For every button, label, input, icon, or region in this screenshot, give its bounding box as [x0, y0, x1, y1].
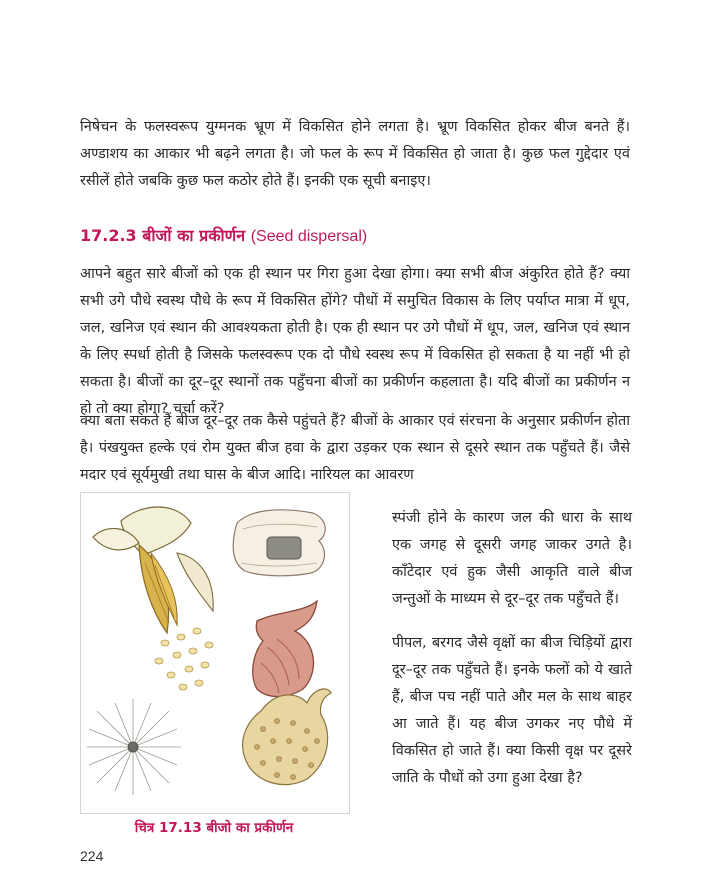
paragraph-fertilization: निषेचन के फलस्वरूप युग्मनक भ्रूण में विकसित होने लगता है। भ्रूण विकसित होकर बीज बनते हैं। अण्डाशय का आकार भी बढ़ने लगता है। जो फल के रूप में विकसित हो जाता है। कुछ फल गुद्देदार एवं रसीलें होते जबकि कुछ फल कठोर होते हैं। इनकी एक सूची बनाइए।: [80, 119, 630, 189]
paragraph-bird-dispersal: पीपल, बरगद जैसे वृक्षों का बीज चिड़ियों द्वारा दूर–दूर तक पहुँचते हैं। इनके फलों को ये खाते हैं, बीज पच नहीं पाते और मल के साथ बाहर आ जाते हैं। यह बीज उगकर नए पौधे में विकसित हो जाते हैं। क्या किसी वृक्ष पर दूसरे जाति के पौधों को उगा हुआ देखा है?: [392, 635, 632, 786]
figure-caption: चित्र 17.13 बीजो का प्रकीर्णन: [134, 820, 294, 836]
section-heading: [80, 224, 367, 246]
paragraph-dispersal-methods: क्या बता सकते हैं बीज दूर–दूर तक कैसे पहुंचते हैं? बीजों के आकार एवं संरचना के अनुसार प्रकीर्णन होता है। पंखयुक्त हल्के एवं रोम युक्त बीज हवा के द्वारा उड़कर एक स्थान से दूसरे स्थान तक पहुँचते हैं। जैसे मदार एवं सूर्यमुखी तथा घास के बीज आदि। नारियल का आवरण: [80, 413, 630, 483]
hooked-fruit-illustration: [253, 601, 317, 697]
seed-dispersal-figure: [80, 492, 350, 814]
page-number: 224: [80, 848, 104, 864]
hairy-seed-illustration: [87, 699, 181, 795]
paragraph-seed-dispersal-intro: आपने बहुत सारे बीजों को एक ही स्थान पर गिरा हुआ देखा होगा। क्या सभी बीज अंकुरित होते हैं? क्या सभी उगे पौधे स्वस्थ पौधे के रूप में विकसित होंगे? पौधों में समुचित विकास के लिए पर्याप्त मात्रा में धूप, जल, खनिज एवं स्थान की आवश्यकता होती है। एक ही स्थान पर उगे पौधों में धूप, जल, खनिज एवं स्थान के लिए स्पर्धा होती है जिसके फलस्वरूप एक दो पौधे स्वस्थ रूप में विकसित हो सकता है या नहीं भी हो सकता है। बीजों का दूर–दूर स्थानों तक पहुँचना बीजों का प्रकीर्णन कहलाता है। यदि बीजों का प्रकीर्णन न हो तो क्या होगा? चर्चा करें?: [80, 266, 630, 417]
winged-seed-illustration: [233, 510, 325, 576]
pod-seeds-illustration: [93, 507, 213, 690]
spiky-fruit-illustration: [243, 689, 331, 785]
section-title-english: (Seed dispersal): [250, 228, 368, 245]
section-title-hindi: बीजों का प्रकीर्णन: [142, 226, 246, 245]
paragraph-water-animal-dispersal: स्पंजी होने के कारण जल की धारा के साथ एक जगह से दूसरी जगह जाकर उगते है। काँटेदार एवं हुक जैसी आकृति वाले बीज जन्तुओं के माध्यम से दूर–दूर तक पहुँचते हैं।: [392, 510, 632, 607]
seed-dispersal-illustration: [81, 493, 349, 813]
section-number: 17.2.3: [80, 226, 137, 245]
